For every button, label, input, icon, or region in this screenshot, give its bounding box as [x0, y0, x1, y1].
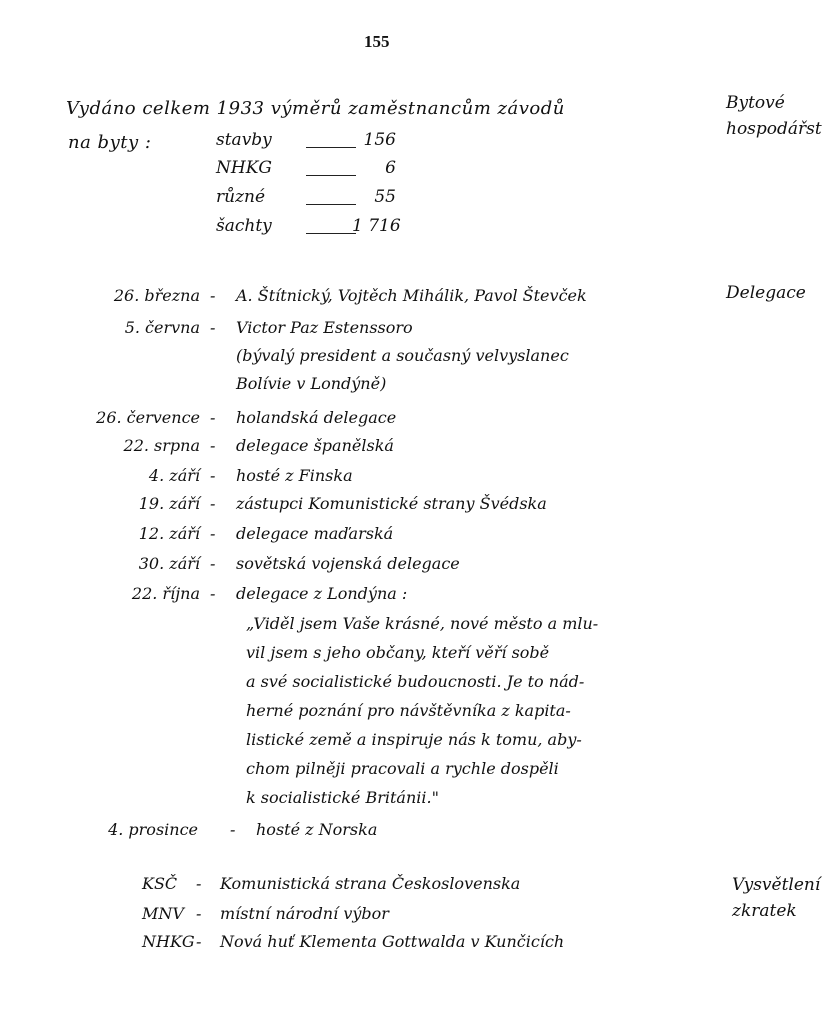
visit-row	[0, 408, 829, 432]
stat-row	[0, 130, 829, 154]
stat-label: různé	[216, 187, 266, 207]
visit-text: holandská delegace	[236, 408, 397, 427]
visit-dash: -	[210, 436, 216, 455]
visit-dash: -	[210, 494, 216, 513]
margin-note-abbreviations-line-2: zkratek	[732, 901, 797, 921]
stat-leader-line	[306, 233, 356, 234]
visit-row	[0, 524, 829, 548]
abbreviation-row	[0, 874, 829, 898]
visit-dash: -	[210, 466, 216, 485]
margin-note-housing	[726, 90, 822, 142]
stat-value: 156	[363, 130, 396, 150]
visit-dash: -	[210, 524, 216, 543]
quote-line: listické země a inspiruje nás k tomu, aby-	[246, 730, 582, 749]
stat-row	[0, 187, 829, 211]
visit-row	[0, 318, 829, 342]
intro-line-1: Vydáno celkem 1933 výměrů zaměstnancům závodů	[66, 98, 565, 119]
abbreviation-code: MNV	[142, 904, 184, 923]
abbreviation-meaning: Nová huť Klementa Gottwalda v Kunčicích	[220, 932, 565, 951]
visit-date: 30. září	[138, 554, 200, 573]
abbreviation-row	[0, 904, 829, 928]
visit-date: 19. září	[138, 494, 200, 513]
visit-row-last	[0, 820, 829, 842]
abbreviation-row	[0, 932, 829, 956]
stat-label: šachty	[216, 216, 272, 236]
margin-note-housing-line-2: hospodářst	[726, 119, 822, 139]
visit-dash: -	[210, 286, 216, 305]
visit-text: hosté z Finska	[236, 466, 353, 485]
visit-date: 22. srpna	[123, 436, 200, 455]
abbreviation-dash: -	[196, 874, 202, 893]
visit-text: delegace maďarská	[236, 524, 394, 543]
stat-value: 1 716	[352, 216, 401, 236]
margin-note-housing-line-1: Bytové	[726, 93, 785, 113]
visit-row	[0, 436, 829, 460]
quote-line: „Viděl jsem Vaše krásné, nové město a mlu-	[246, 614, 599, 633]
visit-dash: -	[210, 408, 216, 427]
visit-row	[0, 466, 829, 490]
visit-dash: -	[230, 820, 236, 839]
visit-date: 4. září	[148, 466, 200, 485]
visit-row	[0, 584, 829, 608]
visit-text: A. Štítnický, Vojtěch Mihálik, Pavol Števček	[236, 286, 587, 305]
abbreviation-code: NHKG	[142, 932, 195, 951]
visit-text: Bolívie v Londýně)	[236, 374, 387, 393]
intro-line-2-prefix: na byty :	[68, 132, 152, 153]
visit-date: 4. prosince	[108, 820, 198, 839]
abbreviation-code: KSČ	[142, 874, 178, 893]
visit-dash: -	[210, 318, 216, 337]
visit-date: 26. července	[96, 408, 200, 427]
quote-line: herné poznání pro návštěvníka z kapita-	[246, 701, 571, 720]
abbreviation-meaning: místní národní výbor	[220, 904, 389, 923]
quote-line: k socialistické Británii."	[246, 788, 439, 807]
visit-row	[0, 346, 829, 370]
margin-note-abbreviations-line-1: Vysvětlení	[732, 875, 821, 895]
visit-row	[0, 374, 829, 398]
stat-value: 6	[385, 158, 396, 178]
visit-text: Victor Paz Estenssoro	[236, 318, 413, 337]
quote-line: chom pilněji pracovali a rychle dospěli	[246, 759, 559, 778]
visit-date: 5. června	[124, 318, 200, 337]
page-number: 155	[364, 32, 390, 51]
visit-row	[0, 494, 829, 518]
quote-line: a své socialistické budoucnosti. Je to nád-	[246, 672, 585, 691]
visit-row	[0, 554, 829, 578]
stat-row	[0, 216, 829, 240]
margin-note-delegations: Delegace	[726, 283, 806, 303]
stat-leader-line	[306, 147, 356, 148]
stat-label: stavby	[216, 130, 272, 150]
visit-row	[0, 286, 829, 310]
stat-row	[0, 158, 829, 182]
visit-date: 12. září	[138, 524, 200, 543]
abbreviation-dash: -	[196, 904, 202, 923]
visit-date: 22. října	[131, 584, 200, 603]
stat-leader-line	[306, 204, 356, 205]
visit-text: hosté z Norska	[256, 820, 378, 839]
visit-text: delegace španělská	[236, 436, 394, 455]
visit-text: delegace z Londýna :	[236, 584, 408, 603]
visit-text: sovětská vojenská delegace	[236, 554, 460, 573]
abbreviation-dash: -	[196, 932, 202, 951]
abbreviation-meaning: Komunistická strana Československa	[220, 874, 521, 893]
stat-value: 55	[374, 187, 396, 207]
stat-leader-line	[306, 175, 356, 176]
visit-text: (bývalý president a současný velvyslanec	[236, 346, 569, 365]
quote-line: vil jsem s jeho občany, kteří věří sobě	[246, 643, 550, 662]
visit-dash: -	[210, 584, 216, 603]
visit-text: zástupci Komunistické strany Švédska	[236, 494, 547, 513]
stat-label: NHKG	[216, 158, 272, 178]
visit-date: 26. března	[113, 286, 200, 305]
visit-dash: -	[210, 554, 216, 573]
